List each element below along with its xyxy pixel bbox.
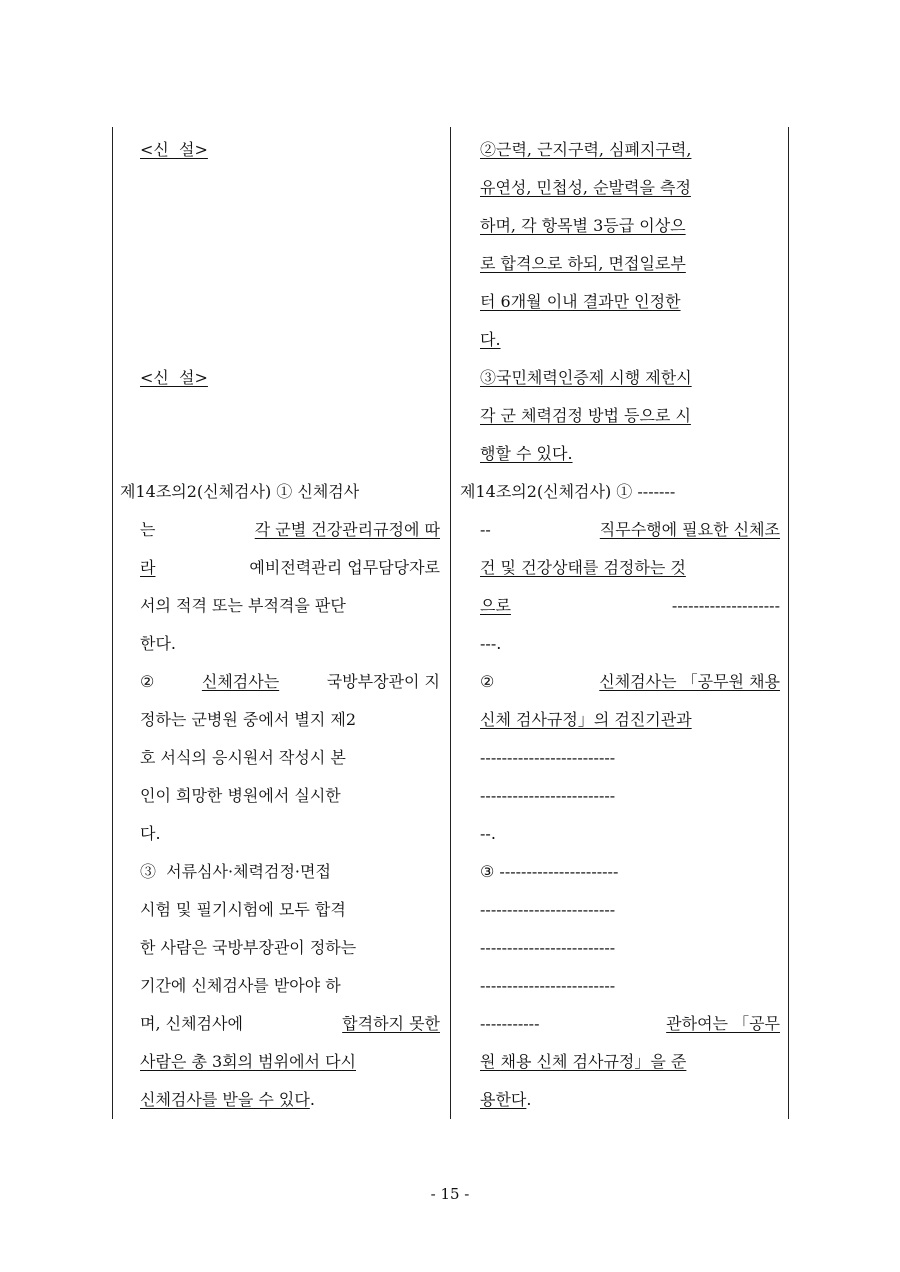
current-text-line bbox=[140, 929, 440, 967]
revised-text-line bbox=[480, 853, 780, 891]
text-segment: 호 서식의 응시원서 작성시 본 bbox=[140, 748, 346, 767]
text-segment: 제14조의2(신체검사) ① ------- bbox=[460, 482, 676, 501]
text-segment: --. bbox=[480, 824, 496, 843]
revised-text-line bbox=[480, 625, 780, 663]
revised-text-line bbox=[480, 131, 780, 169]
text-segment: ------------------------- bbox=[480, 786, 616, 805]
underlined-text: ②근력, 근지구력, 심폐지구력, bbox=[480, 140, 692, 159]
underlined-text: 관하여는 「공무 bbox=[666, 1014, 780, 1033]
current-text-line bbox=[140, 777, 440, 815]
text-segment: ② bbox=[140, 672, 160, 691]
text-segment: ② bbox=[480, 672, 500, 691]
revised-text-line bbox=[480, 1081, 780, 1119]
current-text-line bbox=[140, 1043, 440, 1081]
underlined-text: 사람은 총 3회의 범위에서 다시 bbox=[140, 1052, 356, 1071]
revised-text-line bbox=[480, 169, 780, 207]
table-column-divider bbox=[450, 127, 451, 1119]
revised-text-line bbox=[460, 473, 780, 511]
underlined-text: 건 및 건강상태를 검정하는 것 bbox=[480, 558, 686, 577]
text-segment: ------------------------- bbox=[480, 748, 616, 767]
revised-text-line bbox=[480, 511, 780, 549]
current-text-line bbox=[140, 891, 440, 929]
revised-text-line bbox=[480, 701, 780, 739]
current-text-line bbox=[140, 1005, 440, 1043]
revised-text-line bbox=[480, 207, 780, 245]
revised-text-line bbox=[480, 359, 780, 397]
text-segment: 제14조의2(신체검사) ① 신체검사 bbox=[120, 482, 360, 501]
revised-text-line bbox=[480, 929, 780, 967]
revised-text-line bbox=[480, 245, 780, 283]
current-text-line bbox=[140, 739, 440, 777]
text-segment: ------------------------- bbox=[480, 938, 616, 957]
underlined-text: 합격하지 못한 bbox=[342, 1014, 440, 1033]
underlined-text: <신 설> bbox=[140, 368, 208, 387]
revised-text-line bbox=[480, 283, 780, 321]
revised-text-line bbox=[480, 663, 780, 701]
text-segment: 정하는 군병원 중에서 별지 제2 bbox=[140, 710, 356, 729]
underlined-text: 신체검사는 「공무원 채용 bbox=[599, 672, 780, 691]
current-text-line bbox=[140, 511, 440, 549]
text-segment: ③ 서류심사·체력검정·면접 bbox=[140, 862, 331, 881]
underlined-text: 신체검사는 bbox=[201, 672, 280, 691]
current-text-line bbox=[140, 853, 440, 891]
text-segment: 국방부장관이 지 bbox=[321, 672, 440, 691]
current-text-line bbox=[140, 587, 440, 625]
current-text-line bbox=[140, 701, 440, 739]
underlined-text: 원 채용 신체 검사규정」을 준 bbox=[480, 1052, 687, 1071]
underlined-text: 직무수행에 필요한 신체조 bbox=[599, 520, 780, 539]
revised-text-line bbox=[480, 967, 780, 1005]
underlined-text: 유연성, 민첩성, 순발력을 측정 bbox=[480, 178, 691, 197]
text-segment: 인이 희망한 병원에서 실시한 bbox=[140, 786, 341, 805]
text-segment: 서의 적격 또는 부적격을 판단 bbox=[140, 596, 346, 615]
text-segment: 한다. bbox=[140, 634, 176, 653]
text-segment: 다. bbox=[140, 824, 161, 843]
revised-text-line bbox=[480, 435, 780, 473]
text-segment: ---. bbox=[480, 634, 502, 653]
underlined-text: 하며, 각 항목별 3등급 이상으 bbox=[480, 216, 686, 235]
current-text-line bbox=[140, 359, 440, 397]
current-text-line bbox=[140, 625, 440, 663]
revised-text-line bbox=[480, 1043, 780, 1081]
underlined-text: ③국민체력인증제 시행 제한시 bbox=[480, 368, 692, 387]
text-segment: 한 사람은 국방부장관이 정하는 bbox=[140, 938, 357, 957]
revised-text-line bbox=[480, 777, 780, 815]
current-text-line bbox=[140, 549, 440, 587]
current-text-line bbox=[140, 815, 440, 853]
revised-text-line bbox=[480, 739, 780, 777]
underlined-text: 로 합격으로 하되, 면접일로부 bbox=[480, 254, 686, 273]
text-segment: ------------------------- bbox=[480, 976, 616, 995]
text-segment: 예비전력관리 업무담당자로 bbox=[244, 558, 440, 577]
revised-text-line bbox=[480, 1005, 780, 1043]
current-text-line bbox=[140, 1081, 440, 1119]
revised-text-line bbox=[480, 891, 780, 929]
underlined-text: 라 bbox=[140, 558, 156, 577]
revised-text-line bbox=[480, 321, 780, 359]
text-segment: ----------- bbox=[480, 1014, 545, 1033]
text-segment: 시험 및 필기시험에 모두 합격 bbox=[140, 900, 346, 919]
text-segment: 는 bbox=[140, 520, 161, 539]
revised-text-line bbox=[480, 587, 780, 625]
text-segment: -- bbox=[480, 520, 496, 539]
text-segment: ③ ---------------------- bbox=[480, 862, 619, 881]
text-segment: . bbox=[526, 1090, 532, 1109]
table-border-right bbox=[788, 127, 789, 1119]
underlined-text: <신 설> bbox=[140, 140, 208, 159]
underlined-text: 각 군별 건강관리규정에 따 bbox=[254, 520, 440, 539]
underlined-text: 행할 수 있다. bbox=[480, 444, 573, 463]
text-segment: ------------------------- bbox=[480, 900, 616, 919]
underlined-text: 신체 검사규정」의 검진기관과 bbox=[480, 710, 692, 729]
current-text-line bbox=[140, 967, 440, 1005]
underlined-text: 다. bbox=[480, 330, 501, 349]
page-number: - 15 - bbox=[430, 1185, 470, 1203]
text-segment: 기간에 신체검사를 받아야 하 bbox=[140, 976, 341, 995]
text-segment: -------------------- bbox=[666, 596, 780, 615]
revised-text-line bbox=[480, 397, 780, 435]
current-text-line bbox=[140, 131, 440, 169]
underlined-text: 신체검사를 받을 수 있다 bbox=[140, 1090, 310, 1109]
table-border-left bbox=[112, 127, 113, 1119]
revised-text-line bbox=[480, 549, 780, 587]
current-text-line bbox=[120, 473, 440, 511]
underlined-text: 각 군 체력검정 방법 등으로 시 bbox=[480, 406, 691, 425]
text-segment: 며, 신체검사에 bbox=[140, 1014, 248, 1033]
underlined-text: 으로 bbox=[480, 596, 511, 615]
text-segment: . bbox=[309, 1090, 315, 1109]
underlined-text: 터 6개월 이내 결과만 인정한 bbox=[480, 292, 681, 311]
underlined-text: 용한다 bbox=[480, 1090, 527, 1109]
current-text-line bbox=[140, 663, 440, 701]
revised-text-line bbox=[480, 815, 780, 853]
